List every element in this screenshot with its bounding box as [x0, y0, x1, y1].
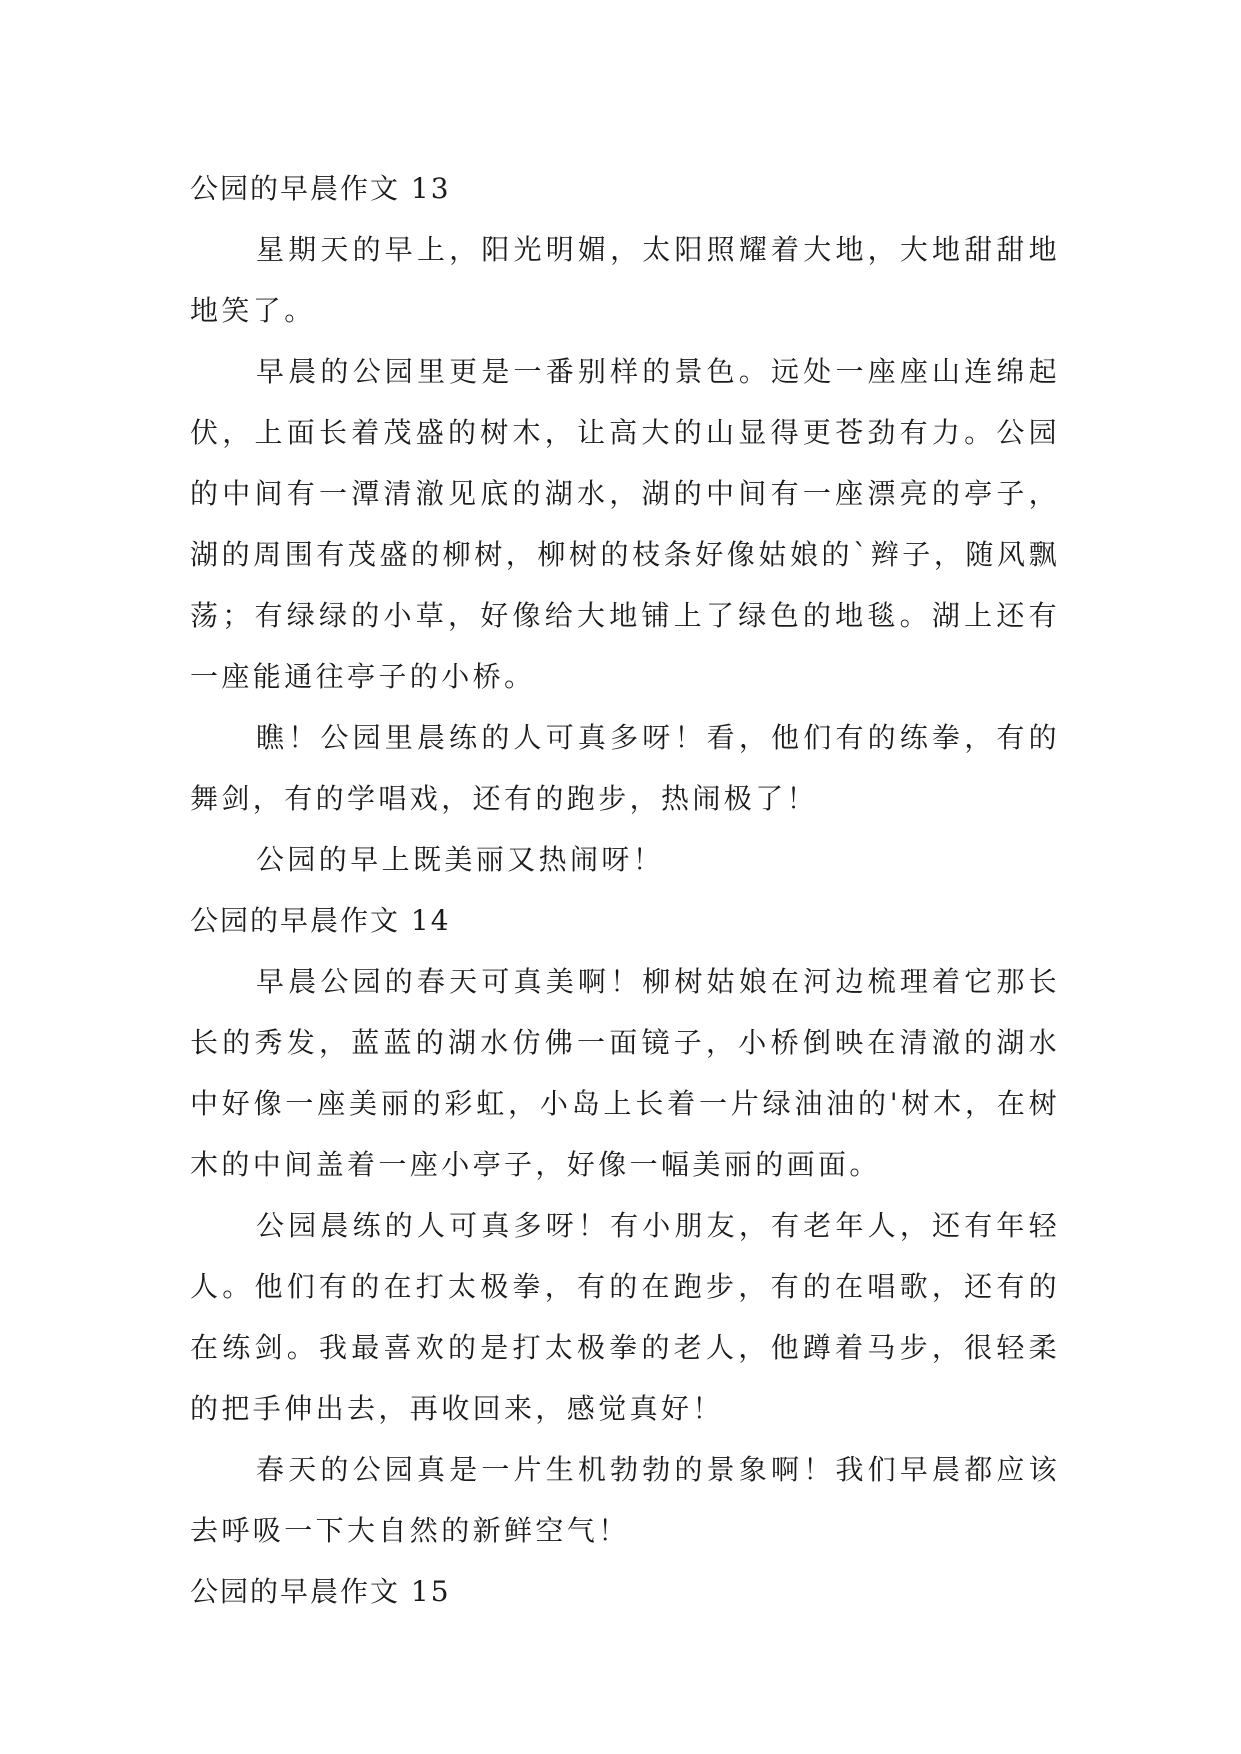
essay-title-15: 公园的早晨作文 15	[190, 1575, 451, 1608]
essay-14-paragraph-1: 早晨公园的春天可真美啊！柳树姑娘在河边梳理着它那长长的秀发，蓝蓝的湖水仿佛一面镜子，小桥倒映在清澈的湖水中好像一座美丽的彩虹，小岛上长着一片绿油油的'树木，在树木的中间盖着一座小亭子，好像一幅美丽的画面。	[190, 965, 1060, 1181]
essay-13-paragraph-2: 早晨的公园里更是一番别样的景色。远处一座座山连绵起伏，上面长着茂盛的树木，让高大的山显得更苍劲有力。公园的中间有一潭清澈见底的湖水，湖的中间有一座漂亮的亭子，湖的周围有茂盛的柳树，柳树的枝条好像姑娘的`辫子，随风飘荡；有绿绿的小草，好像给大地铺上了绿色的地毯。湖上还有一座能通往亭子的小桥。	[190, 355, 1060, 693]
essay-14-paragraph-2: 公园晨练的人可真多呀！有小朋友，有老年人，还有年轻人。他们有的在打太极拳，有的在跑步，有的在唱歌，还有的在练剑。我最喜欢的是打太极拳的老人，他蹲着马步，很轻柔的把手伸出去，再收回来，感觉真好！	[190, 1209, 1060, 1425]
document-page	[190, 158, 1060, 1622]
essay-14-paragraph-3: 春天的公园真是一片生机勃勃的景象啊！我们早晨都应该去呼吸一下大自然的新鲜空气！	[190, 1453, 1060, 1547]
essay-title-14: 公园的早晨作文 14	[190, 904, 451, 937]
essay-13-paragraph-1: 星期天的早上，阳光明媚，太阳照耀着大地，大地甜甜地地笑了。	[190, 233, 1060, 327]
essay-13-paragraph-4: 公园的早上既美丽又热闹呀！	[256, 843, 665, 876]
essay-title-13: 公园的早晨作文 13	[190, 172, 451, 205]
essay-13-paragraph-3: 瞧！公园里晨练的人可真多呀！看，他们有的练拳，有的舞剑，有的学唱戏，还有的跑步，热闹极了！	[190, 721, 1060, 815]
